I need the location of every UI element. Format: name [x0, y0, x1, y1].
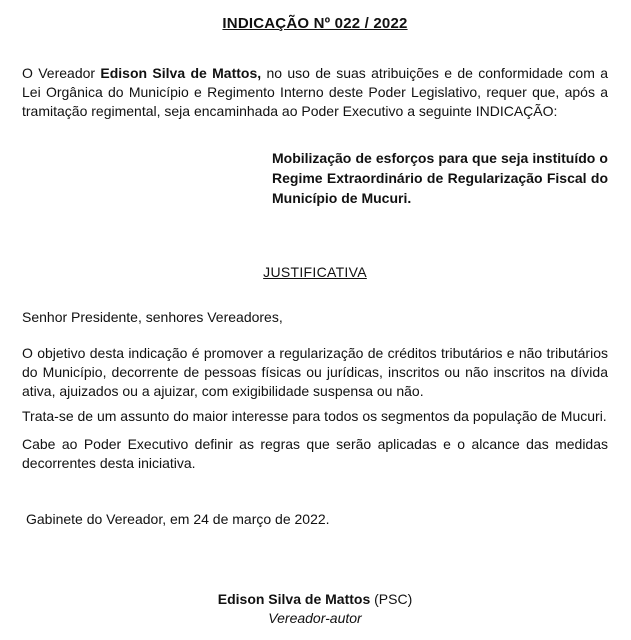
intro-prefix: O Vereador	[22, 65, 101, 81]
indication-summary: Mobilização de esforços para que seja instituído o Regime Extraordinário de Regularização Fiscal do Município de Mucuri.	[272, 150, 608, 206]
paragraph-interest: Trata-se de um assunto do maior interesse para todos os segmentos da população de Mucuri.	[22, 408, 607, 424]
signature-role: Vereador-autor	[268, 610, 362, 626]
signature-name: Edison Silva de Mattos	[217, 591, 371, 607]
signature-name-line	[22, 590, 608, 609]
document-title: INDICAÇÃO Nº 022 / 2022	[222, 15, 408, 32]
salutation-line: Senhor Presidente, senhores Vereadores,	[22, 309, 283, 325]
paragraph-executive: Cabe ao Poder Executivo definir as regras que serão aplicadas e o alcance das medidas decorrentes desta iniciativa.	[22, 436, 608, 471]
justification-heading: JUSTIFICATIVA	[263, 264, 367, 280]
intro-rest: no uso de suas atribuições e de conformidade com a Lei Orgânica do Município e Regimento Interno deste Poder Legislativo, requer que, após a tramitação regimental, seja encaminhada ao Poder Executivo a seguinte INDICAÇÃO:	[22, 65, 608, 119]
date-line: Gabinete do Vereador, em 24 de março de 2022.	[26, 511, 330, 527]
signature-party: (PSC)	[370, 591, 413, 607]
intro-paragraph	[22, 64, 608, 121]
signature-block	[22, 590, 608, 628]
intro-author-name: Edison Silva de Mattos,	[100, 65, 262, 81]
paragraph-objective: O objetivo desta indicação é promover a regularização de créditos tributários e não tributários do Município, decorrente de pessoas físicas ou jurídicas, inscritos ou não inscritos na dívida ativa, ajuizados ou a ajuizar, com exigibilidade suspensa ou não.	[22, 345, 608, 399]
